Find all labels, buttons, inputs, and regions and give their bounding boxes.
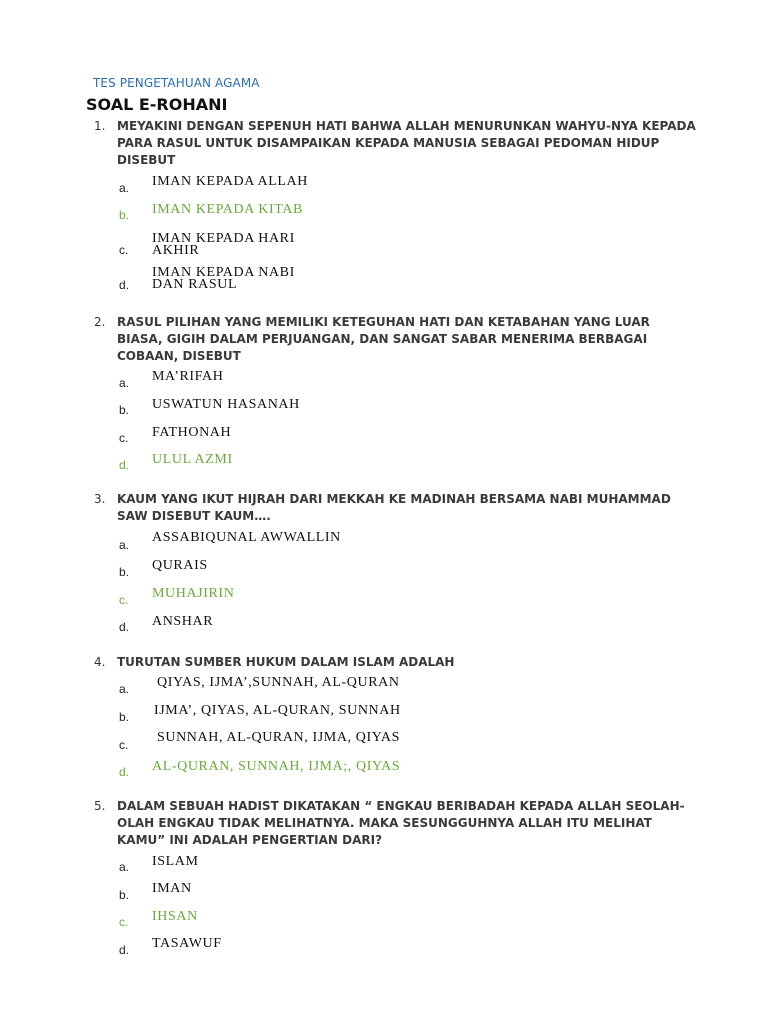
option-text: IJMA’, QIYAS, AL-QURAN, SUNNAH [154,703,401,718]
document-subtitle: TES PENGETAHUAN AGAMA [93,76,260,90]
option-text-correct: IMAN KEPADA KITAB [152,202,303,217]
option-letter: c. [119,593,129,607]
option-text: QIYAS, IJMA’,SUNNAH, AL-QURAN [157,675,400,690]
question-number: 3. [94,492,106,506]
option-text-correct: AL-QURAN, SUNNAH, IJMA;, QIYAS [152,759,401,774]
option-text-correct: IHSAN [152,909,198,924]
option-text: FATHONAH [152,425,232,440]
option-letter: d. [119,620,130,634]
option-letter: c. [119,915,129,929]
option-text: IMAN KEPADA ALLAH [152,174,308,189]
document-title: SOAL E-ROHANI [86,95,228,114]
question-number: 5. [94,799,106,813]
option-letter: b. [119,208,130,222]
option-letter: a. [119,181,130,195]
option-letter: b. [119,565,130,579]
question-number: 1. [94,119,106,133]
question-text: DALAM SEBUAH HADIST DIKATAKAN “ ENGKAU BERIBADAH KEPADA ALLAH SEOLAH- OLAH ENGKAU TIDAK MELIHATNYA. MAKA SESUNGGUHNYA ALLAH ITU MELIHAT KAMU” INI ADALAH PENGERTIAN DARI? [117,799,685,847]
option-letter: c. [119,431,129,445]
option-letter: a. [119,682,130,696]
option-letter: c. [119,243,129,257]
option-letter: a. [119,860,130,874]
question-text: KAUM YANG IKUT HIJRAH DARI MEKKAH KE MADINAH BERSAMA NABI MUHAMMAD SAW DISEBUT KAUM…. [117,492,671,523]
option-text: IMAN [152,881,192,896]
question-text: TURUTAN SUMBER HUKUM DALAM ISLAM ADALAH [117,655,455,669]
option-text: USWATUN HASANAH [152,397,300,412]
option-letter: a. [119,538,130,552]
option-text: IMAN KEPADA HARI AKHIR [152,231,295,258]
option-letter: b. [119,403,130,417]
question-number: 4. [94,655,106,669]
option-text: ISLAM [152,854,199,869]
option-text: QURAIS [152,558,208,573]
option-text: SUNNAH, AL-QURAN, IJMA, QIYAS [157,730,400,745]
question-text: MEYAKINI DENGAN SEPENUH HATI BAHWA ALLAH MENURUNKAN WAHYU-NYA KEPADA PARA RASUL UNTUK DISAMPAIKAN KEPADA MANUSIA SEBAGAI PEDOMAN HIDUP DISEBUT [117,119,696,167]
option-letter: d. [119,765,130,779]
option-text: ASSABIQUNAL AWWALLIN [152,530,341,545]
question-text: RASUL PILIHAN YANG MEMILIKI KETEGUHAN HATI DAN KETABAHAN YANG LUAR BIASA, GIGIH DALAM PERJUANGAN, DAN SANGAT SABAR MENERIMA BERBAGAI COBAAN, DISEBUT [117,315,650,363]
option-text: IMAN KEPADA NABI DAN RASUL [152,265,295,292]
option-letter: b. [119,710,130,724]
option-text: TASAWUF [152,936,222,951]
option-text-correct: ULUL AZMI [152,452,233,467]
option-letter: c. [119,738,129,752]
option-letter: d. [119,943,130,957]
option-text: ANSHAR [152,614,214,629]
question-number: 2. [94,315,106,329]
option-letter: d. [119,278,130,292]
option-text-correct: MUHAJIRIN [152,586,235,601]
option-letter: b. [119,888,130,902]
option-letter: a. [119,376,130,390]
option-text: MA’RIFAH [152,369,224,384]
option-letter: d. [119,458,130,472]
